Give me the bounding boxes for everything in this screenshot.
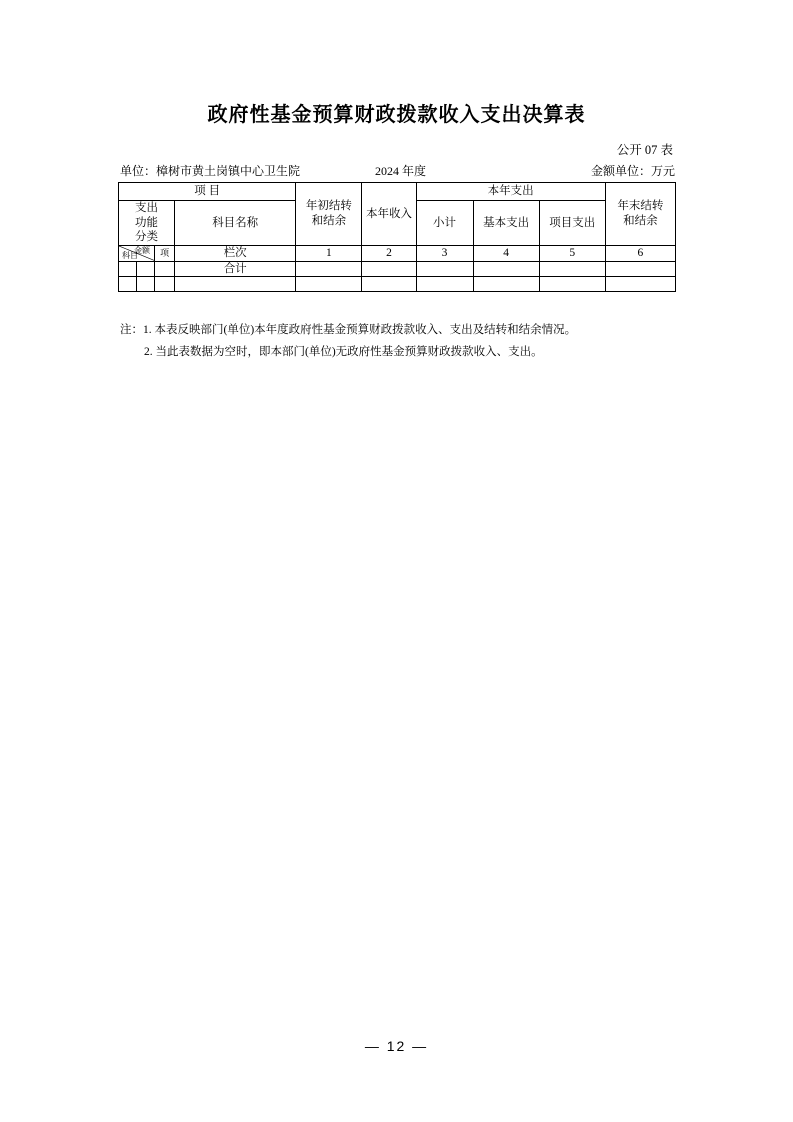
total-row-blank-1	[119, 261, 137, 276]
cell-total-5	[539, 261, 605, 276]
empty-row-blank-3	[155, 276, 175, 291]
sheet-number: 公开 07 表	[616, 143, 673, 157]
cell-empty-2	[362, 276, 416, 291]
row-label-lanci: 栏次	[175, 246, 296, 261]
header-subject-name: 科目名称	[175, 201, 296, 246]
amount-unit-label: 金额单位：万元	[590, 164, 675, 178]
header-begin-balance	[296, 183, 362, 246]
header-func-class-line3: 分类	[135, 231, 159, 244]
corner-top-label: 金额	[134, 246, 151, 256]
table-row	[119, 246, 676, 261]
page-number: — 12 —	[364, 1038, 429, 1054]
cell-empty-5	[539, 276, 605, 291]
header-func-class-line2: 功能	[135, 216, 159, 229]
meta-row	[120, 162, 675, 178]
cell-total-6	[605, 261, 675, 276]
cell-lanci-2: 2	[362, 246, 416, 261]
row-label-total: 合计	[175, 261, 296, 276]
header-subtotal: 小计	[416, 201, 473, 246]
cell-total-3	[416, 261, 473, 276]
header-begin-balance-line2: 和结余	[311, 215, 347, 228]
row-label-empty	[175, 276, 296, 291]
financial-table	[118, 182, 676, 292]
cell-empty-4	[473, 276, 539, 291]
header-end-balance-line1: 年末结转	[617, 200, 664, 213]
header-expenditure-group: 本年支出	[416, 183, 605, 201]
cell-empty-6	[605, 276, 675, 291]
header-func-class	[119, 201, 175, 246]
cell-total-1	[296, 261, 362, 276]
page-title: 政府性基金预算财政拨款收入支出决算表	[207, 104, 586, 126]
header-project-expenditure: 项目支出	[539, 201, 605, 246]
table-notes	[120, 320, 680, 364]
header-begin-balance-line1: 年初结转	[305, 200, 352, 213]
cell-lanci-4: 4	[473, 246, 539, 261]
table-row	[119, 276, 676, 291]
table-header-group-row	[119, 183, 676, 201]
cell-empty-3	[416, 276, 473, 291]
cell-empty-1	[296, 276, 362, 291]
total-row-blank-3	[155, 261, 175, 276]
header-year-income: 本年收入	[362, 183, 416, 246]
cell-lanci-3: 3	[416, 246, 473, 261]
corner-mid-label: 项	[155, 246, 175, 261]
header-end-balance	[605, 183, 675, 246]
unit-label: 单位：樟树市黄土岗镇中心卫生院	[120, 164, 301, 178]
corner-split-cell	[119, 246, 155, 261]
table-row	[119, 261, 676, 276]
corner-bottom-label: 科目	[122, 250, 138, 260]
total-row-blank-2	[137, 261, 155, 276]
cell-total-4	[473, 261, 539, 276]
cell-lanci-1: 1	[296, 246, 362, 261]
cell-lanci-6: 6	[605, 246, 675, 261]
empty-row-blank-1	[119, 276, 137, 291]
header-end-balance-line2: 和结余	[623, 215, 658, 228]
note-line-1: 注：1. 本表反映部门(单位)本年度政府性基金预算财政拨款收入、支出及结转和结余情况。	[120, 324, 577, 336]
note-line-2: 2. 当此表数据为空时，即本部门(单位)无政府性基金预算财政拨款收入、支出。	[144, 345, 543, 358]
year-label: 2024 年度	[375, 164, 427, 178]
empty-row-blank-2	[137, 276, 155, 291]
cell-total-2	[362, 261, 416, 276]
header-basic-expenditure: 基本支出	[473, 201, 539, 246]
cell-lanci-5: 5	[539, 246, 605, 261]
header-func-class-line1: 支出	[135, 202, 159, 214]
header-project-group: 项 目	[119, 183, 296, 201]
